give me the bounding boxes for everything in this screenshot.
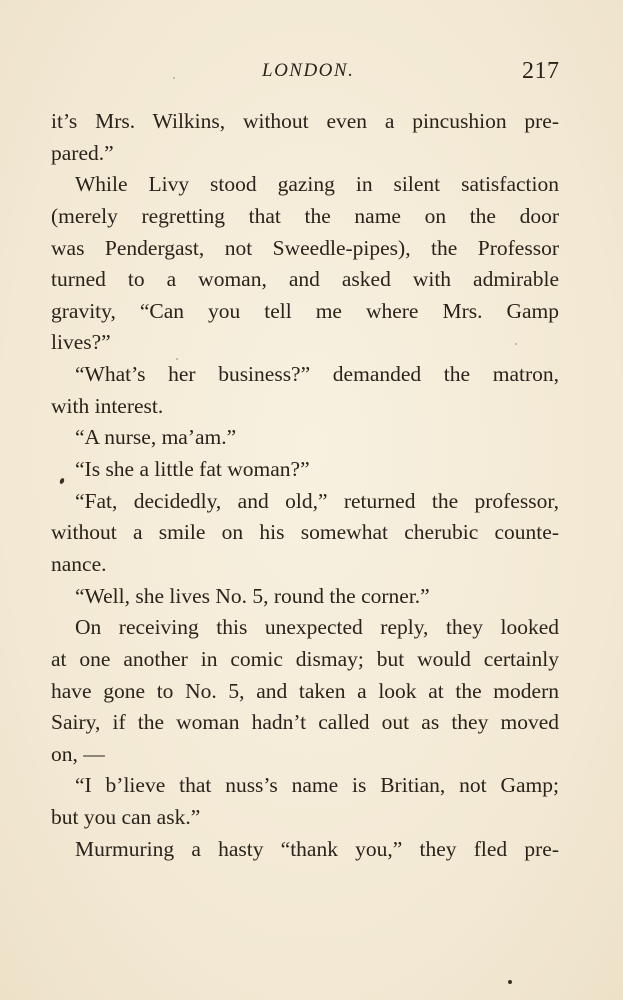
text-line: “Fat, decidedly, and old,” returned the professor,	[75, 488, 559, 513]
running-head: LONDON.	[262, 60, 355, 81]
text-line: (merely regretting that the name on the door	[51, 203, 559, 228]
text-line: was Pendergast, not Sweedle-pipes), the Professor	[51, 235, 559, 260]
ink-speck	[508, 980, 512, 984]
text-line: On receiving this unexpected reply, they looked	[75, 615, 559, 640]
text-line: lives?”	[51, 330, 111, 355]
text-line: “I b’lieve that nuss’s name is Britian, not Gamp;	[75, 773, 559, 798]
body-text	[51, 106, 559, 865]
ink-speck	[173, 77, 175, 79]
text-line: gravity, “Can you tell me where Mrs. Gamp	[51, 298, 559, 323]
text-line: “Well, she lives No. 5, round the corner.”	[75, 583, 430, 608]
page-number: 217	[522, 58, 560, 84]
text-line: on, —	[51, 741, 105, 766]
text-line: nance.	[51, 551, 107, 576]
text-line: without a smile on his somewhat cherubic counte-	[51, 520, 559, 545]
ink-speck	[515, 343, 517, 345]
text-line: at one another in comic dismay; but would certainly	[51, 646, 559, 671]
text-line: with interest.	[51, 393, 164, 418]
text-line: While Livy stood gazing in silent satisfaction	[75, 172, 559, 197]
text-line: have gone to No. 5, and taken a look at the modern	[51, 678, 559, 703]
text-line: turned to a woman, and asked with admirable	[51, 267, 559, 292]
ink-speck	[176, 358, 178, 360]
text-line: “Is she a little fat woman?”	[75, 457, 310, 482]
text-line: but you can ask.”	[51, 805, 201, 830]
text-line: Murmuring a hasty “thank you,” they fled pre-	[75, 836, 559, 861]
page-header	[0, 58, 623, 88]
text-line: it’s Mrs. Wilkins, without even a pincushion pre-	[51, 109, 559, 133]
text-line: “A nurse, ma’am.”	[75, 425, 237, 450]
text-line: pared.”	[51, 140, 114, 165]
text-line: “What’s her business?” demanded the matron,	[75, 362, 559, 387]
text-line: Sairy, if the woman hadn’t called out as they moved	[51, 710, 559, 735]
